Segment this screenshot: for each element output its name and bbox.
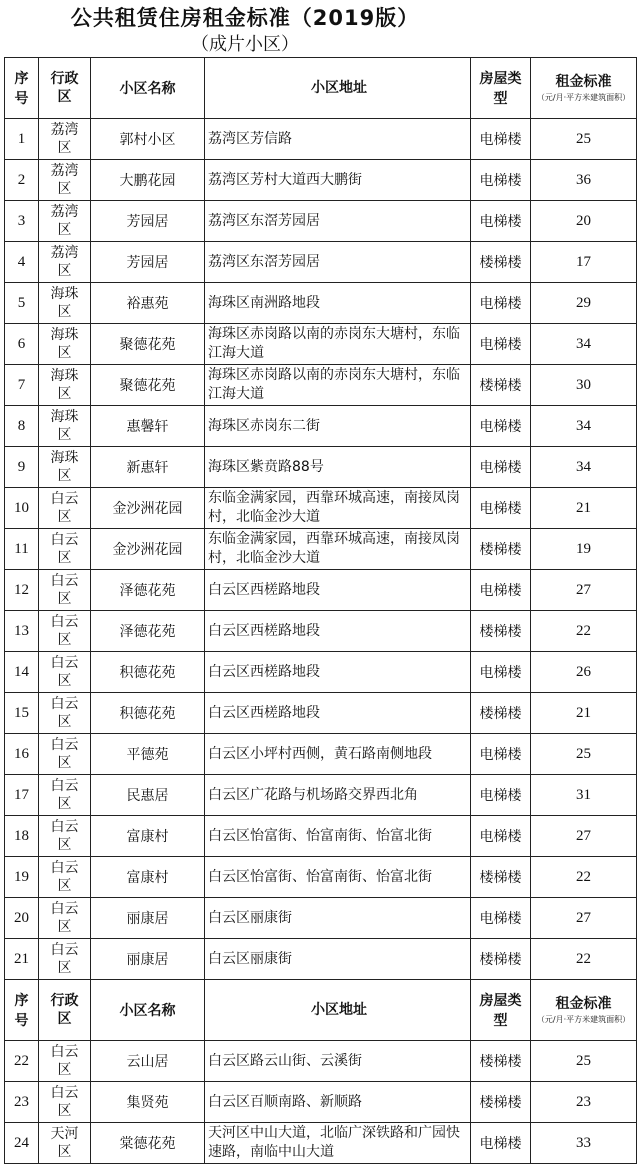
cell-name: 积德花苑 [91, 652, 205, 693]
cell-type: 楼梯楼 [471, 1082, 531, 1123]
table-row [5, 693, 637, 734]
cell-address: 白云区丽康街 [205, 898, 471, 939]
cell-name: 金沙洲花园 [91, 529, 205, 570]
cell-type: 电梯楼 [471, 119, 531, 160]
cell-no: 23 [5, 1082, 39, 1123]
cell-type: 电梯楼 [471, 1123, 531, 1164]
table-row [5, 447, 637, 488]
cell-address: 海珠区紫贲路88号 [205, 447, 471, 488]
cell-rent: 31 [531, 775, 637, 816]
cell-type: 楼梯楼 [471, 242, 531, 283]
cell-type: 楼梯楼 [471, 939, 531, 980]
cell-district: 海珠区 [39, 406, 91, 447]
cell-district: 白云区 [39, 816, 91, 857]
header-no: 序号 [5, 980, 39, 1041]
cell-address: 荔湾区东滘芳园居 [205, 201, 471, 242]
header-address: 小区地址 [205, 980, 471, 1041]
cell-address: 东临金满家园，西靠环城高速，南接凤岗村，北临金沙大道 [205, 488, 471, 529]
cell-name: 聚德花苑 [91, 324, 205, 365]
cell-district: 海珠区 [39, 447, 91, 488]
cell-rent: 22 [531, 939, 637, 980]
cell-type: 电梯楼 [471, 406, 531, 447]
cell-rent: 29 [531, 283, 637, 324]
cell-no: 5 [5, 283, 39, 324]
cell-no: 13 [5, 611, 39, 652]
table-row [5, 201, 637, 242]
cell-name: 芳园居 [91, 201, 205, 242]
cell-no: 16 [5, 734, 39, 775]
cell-type: 楼梯楼 [471, 611, 531, 652]
cell-address: 荔湾区东滘芳园居 [205, 242, 471, 283]
cell-district: 白云区 [39, 1082, 91, 1123]
cell-name: 裕惠苑 [91, 283, 205, 324]
cell-rent: 27 [531, 898, 637, 939]
table-row [5, 406, 637, 447]
cell-no: 12 [5, 570, 39, 611]
cell-rent: 21 [531, 693, 637, 734]
table-row [5, 529, 637, 570]
cell-rent: 23 [531, 1082, 637, 1123]
cell-district: 白云区 [39, 1041, 91, 1082]
cell-no: 6 [5, 324, 39, 365]
header-rent: 租金标准 （元/月·平方米建筑面积） [531, 58, 637, 119]
cell-type: 楼梯楼 [471, 365, 531, 406]
header-no: 序号 [5, 58, 39, 119]
cell-rent: 25 [531, 1041, 637, 1082]
cell-address: 白云区怡富街、怡富南街、怡富北街 [205, 857, 471, 898]
cell-no: 2 [5, 160, 39, 201]
cell-district: 白云区 [39, 693, 91, 734]
cell-address: 白云区西槎路地段 [205, 652, 471, 693]
table-row [5, 775, 637, 816]
cell-no: 8 [5, 406, 39, 447]
cell-district: 白云区 [39, 734, 91, 775]
cell-type: 电梯楼 [471, 447, 531, 488]
cell-address: 海珠区南洲路地段 [205, 283, 471, 324]
cell-no: 3 [5, 201, 39, 242]
cell-district: 白云区 [39, 488, 91, 529]
cell-type: 电梯楼 [471, 201, 531, 242]
table-row [5, 324, 637, 365]
cell-no: 17 [5, 775, 39, 816]
cell-address: 白云区广花路与机场路交界西北角 [205, 775, 471, 816]
table-row [5, 611, 637, 652]
cell-no: 4 [5, 242, 39, 283]
cell-address: 海珠区赤岗路以南的赤岗东大塘村，东临江海大道 [205, 324, 471, 365]
cell-no: 22 [5, 1041, 39, 1082]
cell-address: 白云区怡富街、怡富南街、怡富北街 [205, 816, 471, 857]
header-address: 小区地址 [205, 58, 471, 119]
cell-district: 荔湾区 [39, 201, 91, 242]
table-row [5, 1082, 637, 1123]
cell-address: 荔湾区芳村大道西大鹏街 [205, 160, 471, 201]
cell-type: 电梯楼 [471, 488, 531, 529]
table-row [5, 816, 637, 857]
table-row [5, 1123, 637, 1164]
cell-type: 电梯楼 [471, 816, 531, 857]
cell-district: 白云区 [39, 611, 91, 652]
rent-standard-table [4, 57, 637, 1164]
cell-no: 1 [5, 119, 39, 160]
cell-rent: 17 [531, 242, 637, 283]
cell-name: 芳园居 [91, 242, 205, 283]
cell-no: 19 [5, 857, 39, 898]
cell-type: 电梯楼 [471, 570, 531, 611]
cell-rent: 33 [531, 1123, 637, 1164]
cell-rent: 36 [531, 160, 637, 201]
cell-rent: 26 [531, 652, 637, 693]
cell-rent: 22 [531, 611, 637, 652]
cell-address: 白云区小坪村西侧，黄石路南侧地段 [205, 734, 471, 775]
cell-rent: 30 [531, 365, 637, 406]
cell-address: 海珠区赤岗东二街 [205, 406, 471, 447]
cell-type: 楼梯楼 [471, 857, 531, 898]
cell-district: 白云区 [39, 939, 91, 980]
cell-no: 18 [5, 816, 39, 857]
header-rent: 租金标准 （元/月·平方米建筑面积） [531, 980, 637, 1041]
table-row [5, 242, 637, 283]
cell-name: 丽康居 [91, 939, 205, 980]
cell-district: 海珠区 [39, 283, 91, 324]
header-type: 房屋类型 [471, 980, 531, 1041]
table-row [5, 488, 637, 529]
cell-rent: 34 [531, 447, 637, 488]
cell-name: 泽德花苑 [91, 570, 205, 611]
cell-name: 民惠居 [91, 775, 205, 816]
cell-district: 荔湾区 [39, 119, 91, 160]
cell-no: 24 [5, 1123, 39, 1164]
table-row [5, 1041, 637, 1082]
cell-address: 白云区西槎路地段 [205, 570, 471, 611]
table-header-row [5, 58, 637, 119]
table-header-row-repeat [5, 980, 637, 1041]
cell-name: 富康村 [91, 816, 205, 857]
cell-type: 楼梯楼 [471, 1041, 531, 1082]
cell-rent: 27 [531, 816, 637, 857]
table-row [5, 734, 637, 775]
cell-address: 白云区西槎路地段 [205, 693, 471, 734]
cell-no: 10 [5, 488, 39, 529]
cell-no: 15 [5, 693, 39, 734]
cell-address: 天河区中山大道，北临广深铁路和广园快速路，南临中山大道 [205, 1123, 471, 1164]
cell-district: 荔湾区 [39, 160, 91, 201]
cell-name: 泽德花苑 [91, 611, 205, 652]
cell-no: 11 [5, 529, 39, 570]
header-type: 房屋类型 [471, 58, 531, 119]
cell-name: 富康村 [91, 857, 205, 898]
cell-no: 7 [5, 365, 39, 406]
cell-rent: 20 [531, 201, 637, 242]
cell-name: 棠德花苑 [91, 1123, 205, 1164]
cell-rent: 25 [531, 119, 637, 160]
cell-district: 天河区 [39, 1123, 91, 1164]
table-row [5, 570, 637, 611]
cell-district: 海珠区 [39, 365, 91, 406]
cell-type: 电梯楼 [471, 734, 531, 775]
cell-rent: 27 [531, 570, 637, 611]
cell-type: 电梯楼 [471, 898, 531, 939]
cell-name: 集贤苑 [91, 1082, 205, 1123]
cell-address: 东临金满家园，西靠环城高速，南接凤岗村，北临金沙大道 [205, 529, 471, 570]
cell-name: 惠馨轩 [91, 406, 205, 447]
cell-address: 白云区西槎路地段 [205, 611, 471, 652]
cell-no: 9 [5, 447, 39, 488]
cell-name: 丽康居 [91, 898, 205, 939]
cell-rent: 22 [531, 857, 637, 898]
cell-district: 白云区 [39, 775, 91, 816]
table-row [5, 857, 637, 898]
cell-name: 聚德花苑 [91, 365, 205, 406]
cell-district: 白云区 [39, 898, 91, 939]
cell-name: 新惠轩 [91, 447, 205, 488]
cell-type: 楼梯楼 [471, 529, 531, 570]
cell-address: 白云区百顺南路、新顺路 [205, 1082, 471, 1123]
cell-district: 白云区 [39, 857, 91, 898]
cell-type: 电梯楼 [471, 160, 531, 201]
cell-no: 14 [5, 652, 39, 693]
header-district: 行政区 [39, 980, 91, 1041]
cell-no: 21 [5, 939, 39, 980]
page-subtitle: （成片小区） [191, 34, 299, 55]
cell-rent: 34 [531, 406, 637, 447]
table-row [5, 898, 637, 939]
cell-district: 荔湾区 [39, 242, 91, 283]
cell-type: 电梯楼 [471, 324, 531, 365]
table-row [5, 160, 637, 201]
cell-name: 云山居 [91, 1041, 205, 1082]
cell-no: 20 [5, 898, 39, 939]
cell-address: 荔湾区芳信路 [205, 119, 471, 160]
table-row [5, 119, 637, 160]
header-name: 小区名称 [91, 980, 205, 1041]
cell-rent: 19 [531, 529, 637, 570]
cell-name: 平德苑 [91, 734, 205, 775]
table-row [5, 283, 637, 324]
cell-district: 白云区 [39, 652, 91, 693]
cell-type: 楼梯楼 [471, 693, 531, 734]
header-district: 行政区 [39, 58, 91, 119]
cell-name: 郭村小区 [91, 119, 205, 160]
cell-district: 海珠区 [39, 324, 91, 365]
cell-district: 白云区 [39, 570, 91, 611]
cell-rent: 34 [531, 324, 637, 365]
cell-type: 电梯楼 [471, 652, 531, 693]
cell-name: 大鹏花园 [91, 160, 205, 201]
cell-address: 海珠区赤岗路以南的赤岗东大塘村，东临江海大道 [205, 365, 471, 406]
table-row [5, 939, 637, 980]
header-name: 小区名称 [91, 58, 205, 119]
cell-type: 电梯楼 [471, 283, 531, 324]
cell-rent: 25 [531, 734, 637, 775]
cell-rent: 21 [531, 488, 637, 529]
cell-name: 金沙洲花园 [91, 488, 205, 529]
table-row [5, 652, 637, 693]
table-row [5, 365, 637, 406]
cell-name: 积德花苑 [91, 693, 205, 734]
cell-district: 白云区 [39, 529, 91, 570]
page-title: 公共租赁住房租金标准（2019版） [70, 6, 420, 30]
cell-type: 电梯楼 [471, 775, 531, 816]
cell-address: 白云区路云山街、云溪街 [205, 1041, 471, 1082]
cell-address: 白云区丽康街 [205, 939, 471, 980]
